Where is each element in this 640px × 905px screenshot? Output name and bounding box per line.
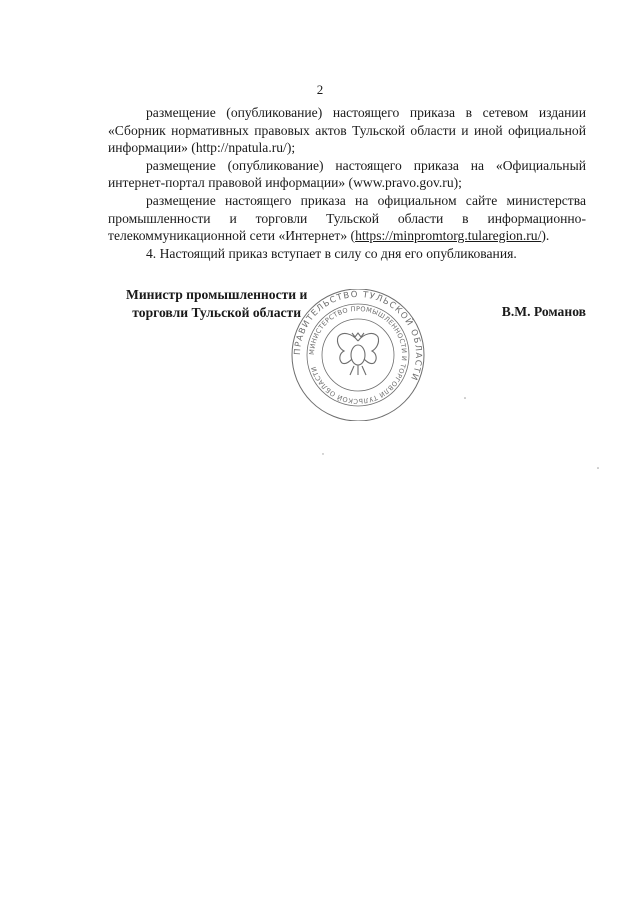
paragraph-text: 4. Настоящий приказ вступает в силу со дня его опубликования. — [146, 245, 517, 261]
paragraph-text: размещение настоящего приказа на официальном сайте министерства промышленности и торговли Тульской области в информационно-телекоммуникационной сети «Интернет» ( — [108, 192, 586, 244]
seal-outer-text: ПРАВИТЕЛЬСТВО ТУЛЬСКОЙ ОБЛАСТИ — [292, 289, 424, 383]
signatory-position-line1: Министр промышленности и — [126, 287, 308, 302]
signatory-name: В.М. Романов — [501, 304, 586, 319]
ministry-site-link[interactable]: https://minpromtorg.tularegion.ru/ — [355, 228, 542, 244]
paragraph-text: размещение (опубликование) настоящего приказа в сетевом издании «Сборник нормативных правовых актов Тульской области и иной официальной информации» (http://npatula.ru/); — [108, 105, 586, 156]
paragraph-text-end: ). — [541, 228, 550, 244]
paragraph-text: размещение (опубликование) настоящего приказа на «Официальный интернет-портал правовой информации» (www.pravo.gov.ru); — [108, 157, 586, 191]
signatory-position-line2: торговли Тульской области — [132, 305, 302, 320]
page-number: 2 — [316, 82, 324, 97]
seal-inner-text: МИНИСТЕРСТВО ПРОМЫШЛЕННОСТИ И ТОРГОВЛИ ТУЛЬСКОЙ ОБЛАСТИ — [307, 304, 409, 406]
